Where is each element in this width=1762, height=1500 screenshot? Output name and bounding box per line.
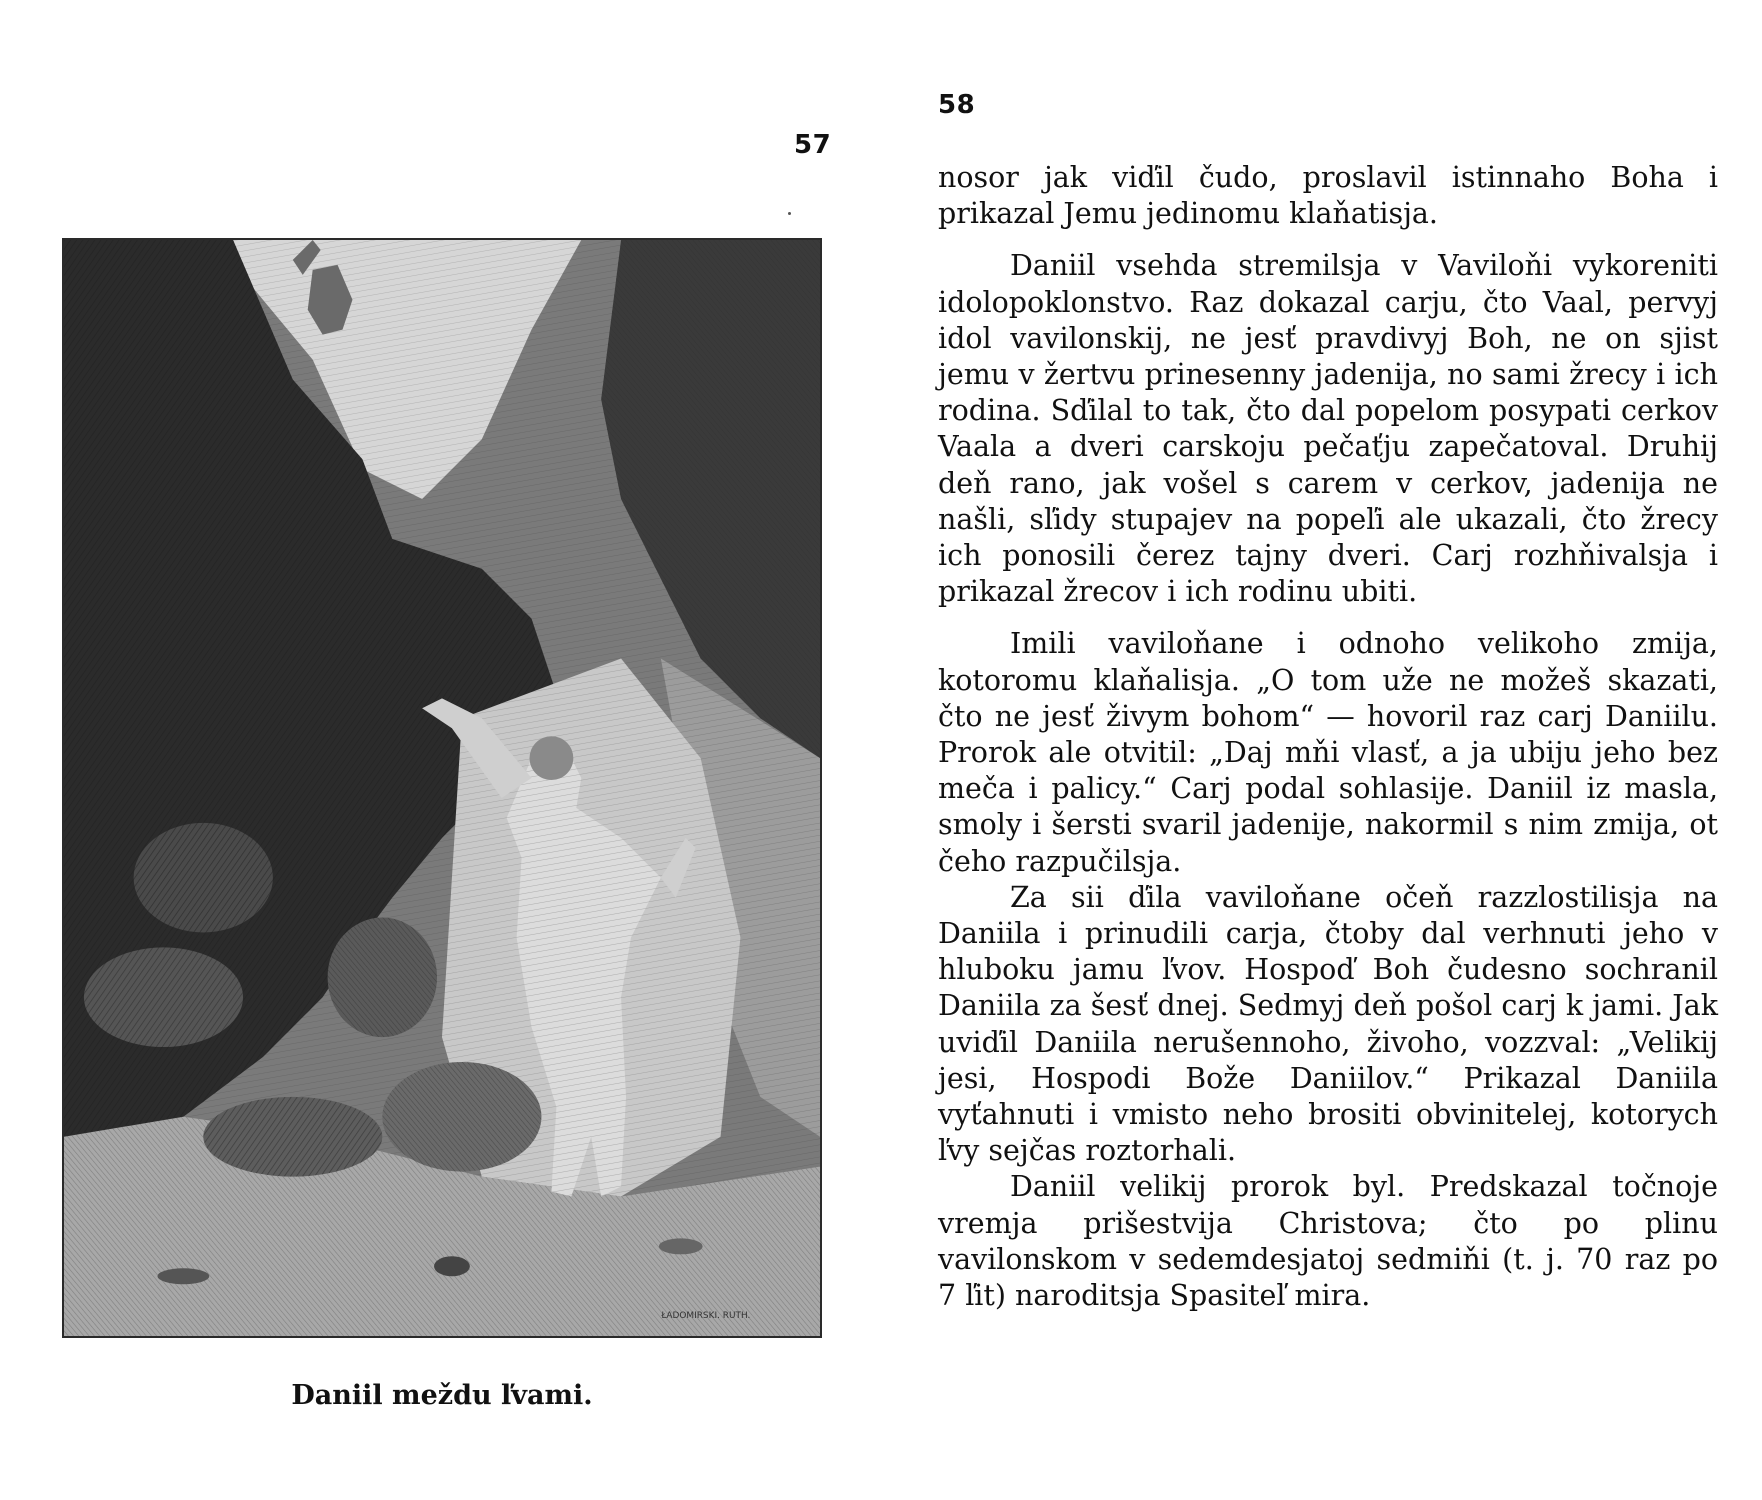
lions-den-engraving-icon bbox=[64, 240, 820, 1336]
paragraph-continuation: nosor jak viďil čudo, proslavil istinnaho Boha i prikazal Jemu jedinomu klaňatisja. bbox=[938, 161, 1718, 231]
body-text bbox=[938, 160, 1718, 1314]
paragraph-vaal: Daniil vsehda stremilsja v Vaviloňi vykoreniti idolopoklonstvo. Raz dokazal carju, čto Vaal, pervyj idol vavilonskij, ne jesť pravdivyj Boh, ne on sjist jemu v žertvu prinesenny jadenija, no sami žrecy i ich rodina. Sďilal to tak, čto dal popelom posypati cerkov Vaala a dveri carskoju pečaťju zapečatoval. Druhij deň rano, jak vošel s carem v cerkov, jadenija ne našli, sľidy stupajev na popeľi ale ukazali, čto žrecy ich ponosili čerez tajny dveri. Carj rozhňivalsja i prikazal žrecov i ich rodinu ubiti. bbox=[938, 249, 1718, 609]
page-number-left: 57 bbox=[794, 130, 832, 160]
paragraph-dragon: Imili vaviloňane i odnoho velikoho zmija, kotoromu klaňalisja. „O tom uže ne možeš skazati, čto ne jesť živym bohom“ — hovoril raz carj Daniilu. Prorok ale otvitil: „Daj mňi vlasť, a ja ubiju jeho bez meča i palicy.“ Carj podal sohlasije. Daniil iz masla, smoly i šersti svaril jadenije, nakormil s nim zmija, ot čeho razpučilsja. bbox=[938, 627, 1718, 878]
illustration-caption: Daniil meždu ľvami. bbox=[291, 1380, 593, 1411]
left-page bbox=[0, 0, 880, 1500]
paragraph-lions-den: Za sii ďila vaviloňane očeň razzlostilisja na Daniila i prinudili carja, čtoby dal verhnuti jeho v hluboku jamu ľvov. Hospoď Boh čudesno sochranil Daniila za šesť dnej. Sedmyj deň pošol carj k jami. Jak uviďil Daniila nerušennoho, živoho, vozzval: „Velikij jesi, Hospodi Bože Daniilov.“ Prikazal Daniila vyťahnuti i vmisto neho brositi obvinitelej, kotorych ľvy sejčas roztorhali. bbox=[938, 880, 1718, 1168]
paragraph-prophecy: Daniil velikij prorok byl. Predskazal točnoje vremja prišestvija Christova; čto po plinu vavilonskom v sedemdesjatoj sedmiňi (t. j. 70 raz po 7 ľit) naroditsja Spasiteľ mira. bbox=[938, 1170, 1718, 1313]
engraver-signature: ŁADOMIRSKI. RUTH. bbox=[661, 1311, 751, 1322]
print-speck bbox=[788, 212, 791, 215]
right-page bbox=[880, 0, 1762, 1500]
engraving-illustration bbox=[62, 238, 822, 1338]
page-number-right: 58 bbox=[938, 90, 976, 120]
